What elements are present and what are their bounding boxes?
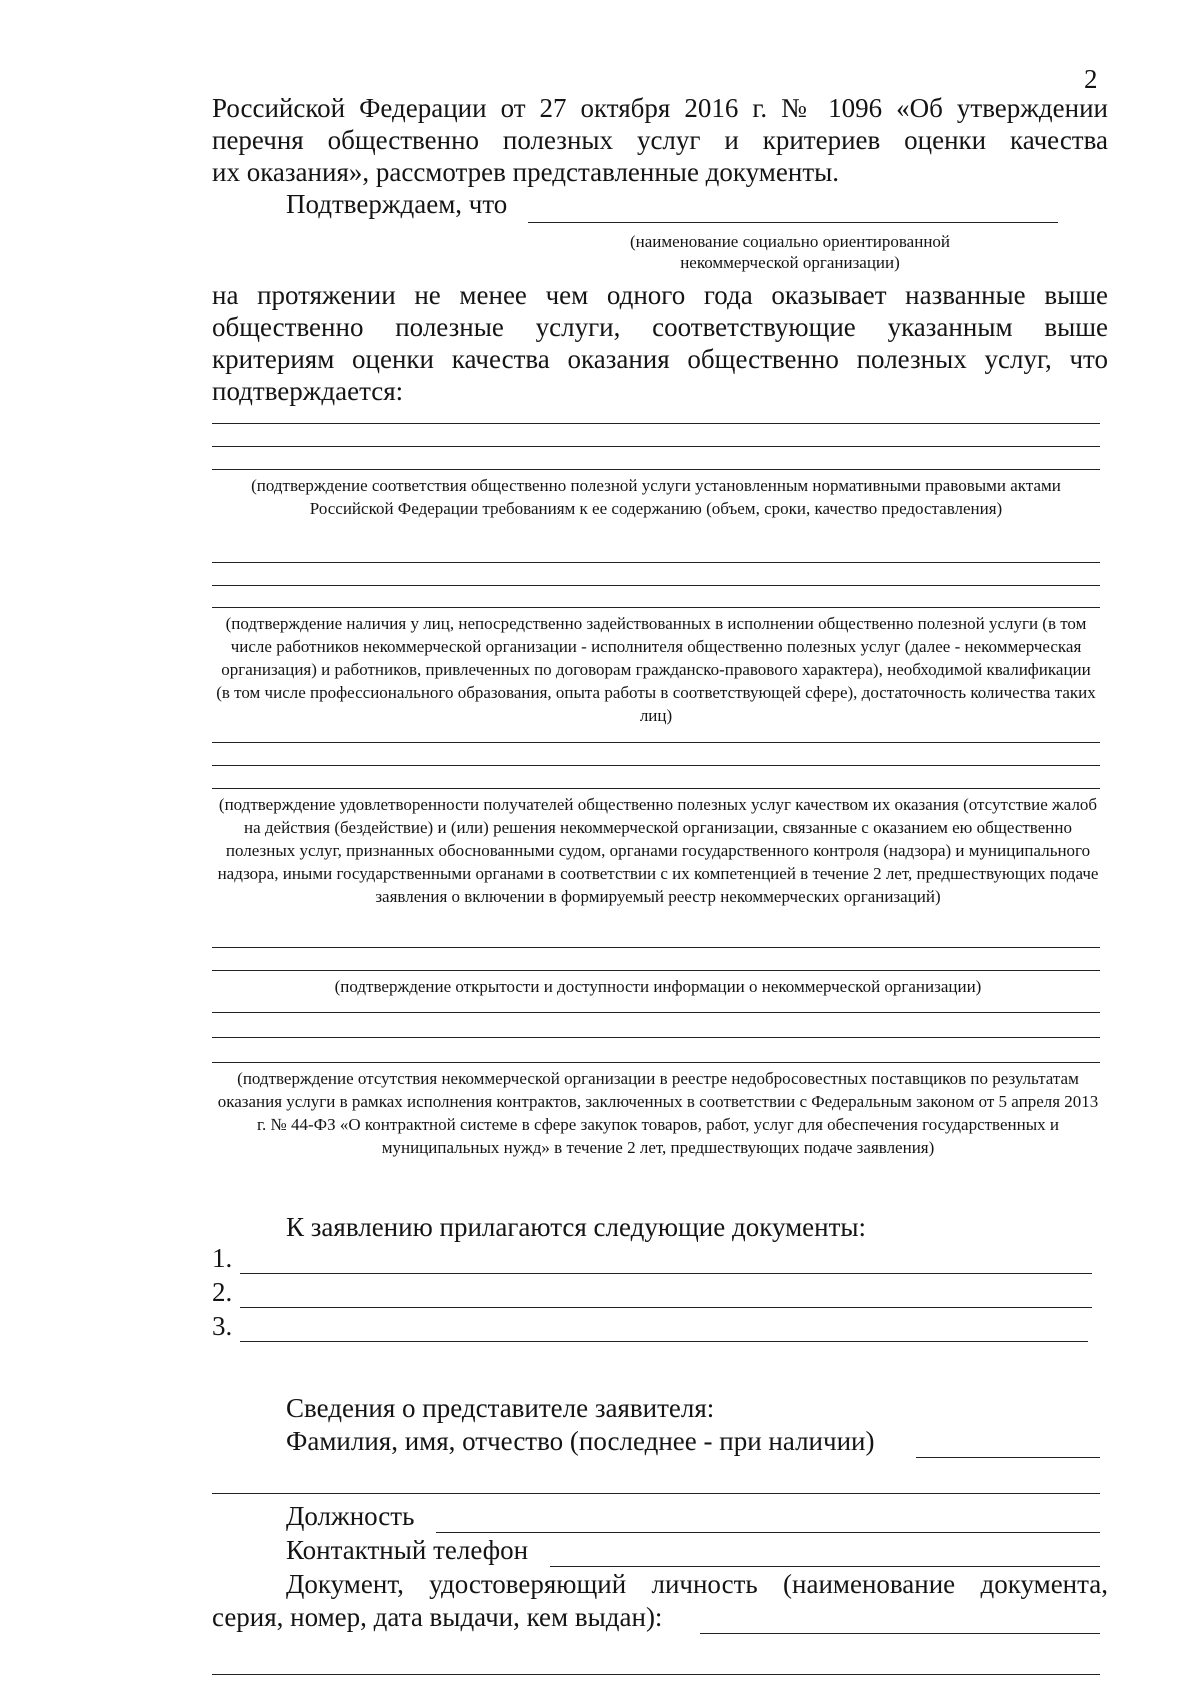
- caption-requirements: (подтверждение соответствия общественно полезной услуги установленным нормативными правовыми актами Российской Федерации требованиям к ее содержанию (объем, сроки, качество предоставления): [251, 476, 1061, 518]
- id-doc-label-2: серия, номер, дата выдачи, кем выдан):: [212, 1602, 663, 1632]
- position-field[interactable]: [436, 1532, 1100, 1533]
- fio-label: Фамилия, имя, отчество (последнее - при наличии): [286, 1426, 875, 1456]
- representative-heading: Сведения о представителе заявителя:: [286, 1393, 715, 1423]
- intro-line-1: Российской Федерации от 27 октября 2016 г. № 1096 «Об утверждении: [212, 93, 1108, 123]
- attachment-number: 1.: [212, 1243, 233, 1273]
- body-line-3: критериям оценки качества оказания общественно полезных услуг, что: [212, 344, 1108, 374]
- phone-field[interactable]: [550, 1566, 1100, 1567]
- fill-line[interactable]: [212, 423, 1100, 424]
- attachment-number: 2.: [212, 1277, 233, 1307]
- attachment-number: 3.: [212, 1311, 233, 1341]
- body-line-4: подтверждается:: [212, 376, 404, 406]
- phone-label: Контактный телефон: [286, 1535, 529, 1565]
- intro-line-2: перечня общественно полезных услуг и критериев оценки качества: [212, 125, 1108, 155]
- fill-line[interactable]: [212, 469, 1100, 470]
- attachment-field-3[interactable]: [240, 1341, 1088, 1342]
- fill-line[interactable]: [212, 1012, 1100, 1013]
- caption-satisfaction: (подтверждение удовлетворенности получателей общественно полезных услуг качеством их оказания (отсутствие жалоб на действия (бездействие) и (или) решения некоммерческой организации, связанные с оказанием ею общественно полезных услуг, признанных обоснованными судом, органами государственного контроля (надзора) и муниципального надзора, иными государственными органами в соответствии с их компетенцией в течение 2 лет, предшествующих подаче заявления о включении в формируемый реестр некоммерческих организаций): [217, 795, 1099, 906]
- attachment-field-1[interactable]: [240, 1273, 1092, 1274]
- id-doc-field-continued[interactable]: [212, 1674, 1100, 1675]
- fill-line[interactable]: [212, 585, 1100, 586]
- confirm-lead: Подтверждаем, что: [286, 189, 508, 219]
- fill-line[interactable]: [212, 765, 1100, 766]
- attachments-heading: К заявлению прилагаются следующие документы:: [286, 1212, 867, 1242]
- body-line-2: общественно полезные услуги, соответствующие указанным выше: [212, 312, 1108, 342]
- caption-qualification: (подтверждение наличия у лиц, непосредственно задействованных в исполнении общественно полезной услуги (в том числе работников некоммерческой организации - исполнителя общественно полезных услуг (далее - некоммерческая организация) и работников, привлеченных по договорам гражданско-правового характера), необходимой квалификации (в том числе профессионального образования, опыта работы в соответствующей сфере), достаточность количества таких лиц): [216, 614, 1096, 725]
- attachment-field-2[interactable]: [240, 1307, 1092, 1308]
- id-doc-field[interactable]: [700, 1633, 1100, 1634]
- fill-line[interactable]: [212, 742, 1100, 743]
- id-doc-label-1: Документ, удостоверяющий личность (наименование документа,: [286, 1569, 1108, 1599]
- fill-line[interactable]: [212, 1037, 1100, 1038]
- position-label: Должность: [286, 1501, 415, 1531]
- fill-line[interactable]: [212, 788, 1100, 789]
- fill-line[interactable]: [212, 446, 1100, 447]
- fio-field[interactable]: [916, 1457, 1100, 1458]
- fill-line[interactable]: [212, 562, 1100, 563]
- fill-line[interactable]: [212, 947, 1100, 948]
- org-name-caption-1: (наименование социально ориентированной: [629, 232, 951, 251]
- intro-line-3: их оказания», рассмотрев представленные документы.: [212, 157, 840, 187]
- fill-line[interactable]: [212, 607, 1100, 608]
- org-name-field[interactable]: [528, 222, 1058, 223]
- caption-bad-suppliers: (подтверждение отсутствия некоммерческой организации в реестре недобросовестных поставщиков по результатам оказания услуги в рамках исполнения контрактов, заключенных в соответствии с Федеральным законом от 5 апреля 2013 г. № 44-ФЗ «О контрактной системе в сфере закупок товаров, работ, услуг для обеспечения государственных и муниципальных нужд» в течение 2 лет, предшествующих подаче заявления): [217, 1069, 1099, 1157]
- page-number: 2: [1084, 64, 1098, 94]
- fill-line[interactable]: [212, 970, 1100, 971]
- org-name-caption-2: некоммерческой организации): [680, 253, 900, 272]
- caption-openness: (подтверждение открытости и доступности информации о некоммерческой организации): [334, 977, 982, 996]
- fill-line[interactable]: [212, 1062, 1100, 1063]
- fio-field-continued[interactable]: [212, 1493, 1100, 1494]
- body-line-1: на протяжении не менее чем одного года оказывает названные выше: [212, 280, 1108, 310]
